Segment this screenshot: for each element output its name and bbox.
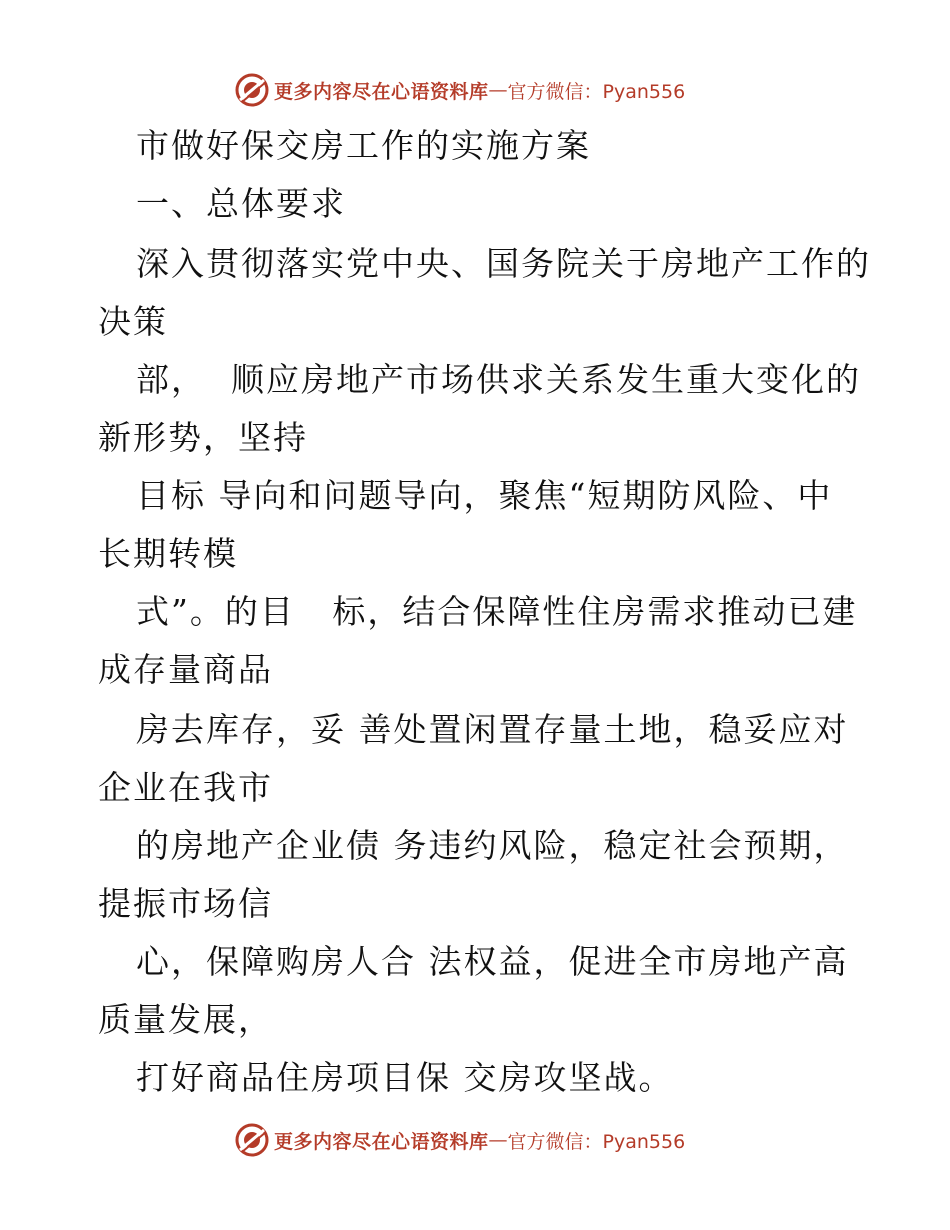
document-title: 市做好保交房工作的实施方案 <box>136 126 591 165</box>
paragraph-line: 新形势，坚持 <box>98 418 308 457</box>
paragraph-line: 目标 导向和问题导向，聚焦“短期防风险、中 <box>136 476 833 515</box>
paragraph-line: 的房地产企业债 务违约风险，稳定社会预期， <box>136 826 849 865</box>
paragraph-line: 质量发展， <box>98 1000 273 1039</box>
paragraph-line: 心，保障购房人合 法权益，促进全市房地产高 <box>136 942 849 981</box>
banner-contact: 官方微信：Pyan556 <box>507 1130 686 1153</box>
paragraph-line: 式”。的目 标，结合保障性住房需求推动已建 <box>136 592 858 631</box>
banner-text: 更多内容尽在心语资料库 <box>274 1130 489 1153</box>
paragraph-line: 决策 <box>98 302 168 341</box>
header-watermark-banner <box>234 72 685 108</box>
banner-text: 更多内容尽在心语资料库 <box>274 80 489 103</box>
paragraph-line: 打好商品住房项目保 交房攻坚战。 <box>136 1058 674 1097</box>
section-heading: 一、总体要求 <box>136 184 346 223</box>
paragraph-line: 部， 顺应房地产市场供求关系发生重大变化的 <box>136 360 861 399</box>
brand-logo-icon <box>234 72 270 108</box>
paragraph-line: 成存量商品 <box>98 650 273 689</box>
banner-separator: — <box>488 1129 508 1151</box>
paragraph-line: 房去库存，妥 善处置闲置存量土地，稳妥应对 <box>136 710 849 749</box>
paragraph-line: 企业在我市 <box>98 768 273 807</box>
banner-contact: 官方微信：Pyan556 <box>507 80 686 103</box>
banner-separator: — <box>488 79 508 101</box>
brand-logo-icon <box>234 1122 270 1158</box>
paragraph-line: 深入贯彻落实党中央、国务院关于房地产工作的 <box>136 244 871 283</box>
paragraph-line: 提振市场信 <box>98 884 273 923</box>
footer-watermark-banner <box>234 1122 685 1158</box>
paragraph-line: 长期转模 <box>98 534 238 573</box>
